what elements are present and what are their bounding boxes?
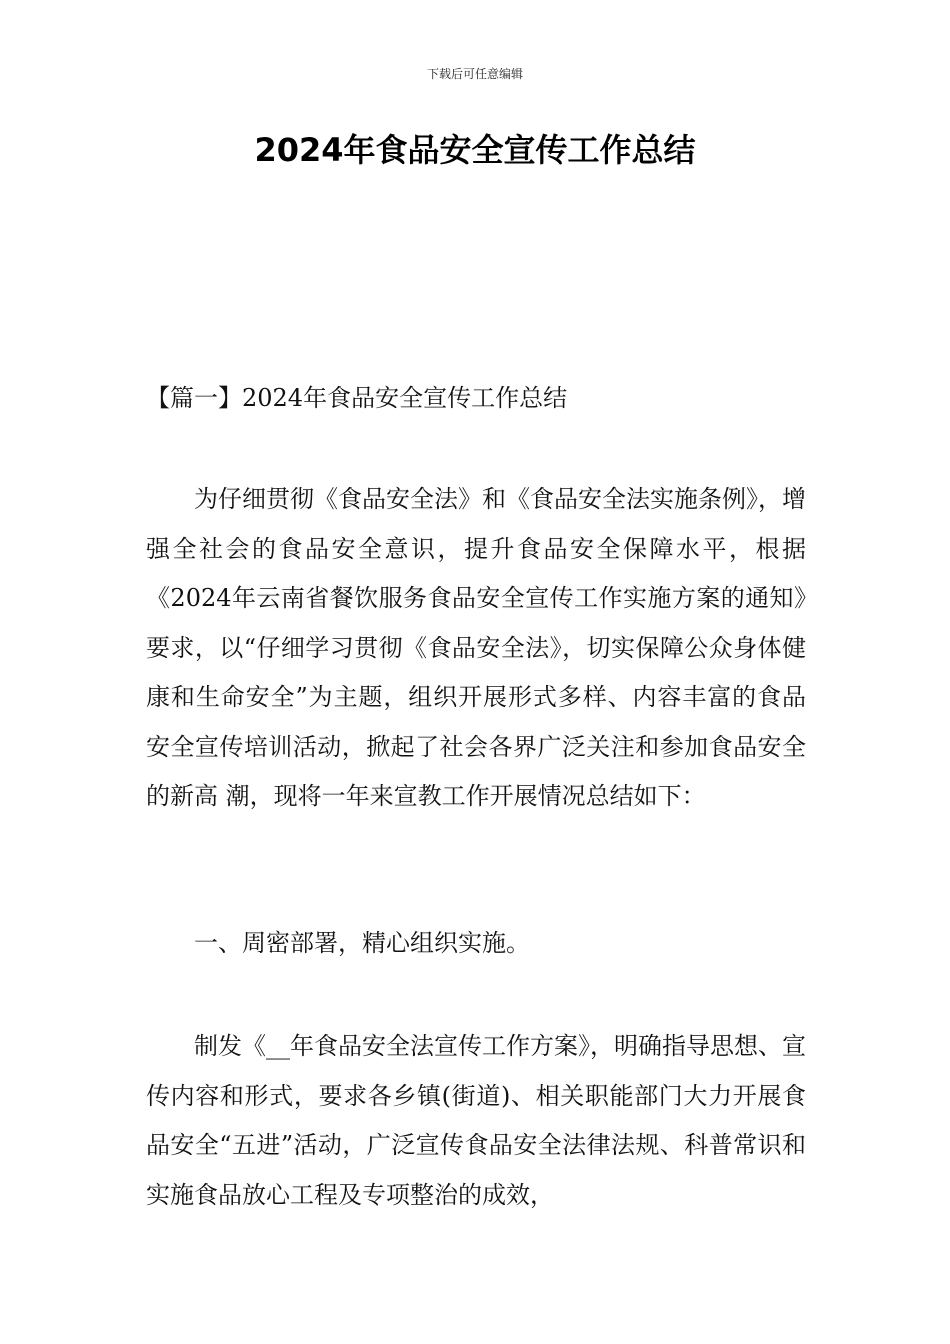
download-note: 下载后可任意编辑 <box>426 67 523 81</box>
body-paragraph-intro: 为仔细贯彻《食品安全法》和《食品安全法实施条例》，增强全社会的食品安全意识，提升食品安全保障水平，根据《2024年云南省餐饮服务食品安全宣传工作实施方案的通知》要求，以“仔细学习贯彻《食品安全法》，切实保障公众身体健康和生命安全”为主题，组织开展形式多样、内容丰富的食品安全宣传培训活动，掀起了社会各界广泛关注和参加食品安全的新高 潮，现将一年来宣教工作开展情况总结如下： <box>146 485 806 810</box>
body-paragraph-plan: 制发《__年食品安全法宣传工作方案》，明确指导思想、宣传内容和形式，要求各乡镇(街道)、相关职能部门大力开展食品安全“五进”活动，广泛宣传食品安全法律法规、科普常识和实施食品放心工程及专项整治的成效， <box>146 1032 806 1209</box>
section-heading: 【篇一】2024年食品安全宣传工作总结 <box>146 384 568 412</box>
document-title: 2024年食品安全宣传工作总结 <box>254 131 696 169</box>
subheading-deployment: 一、周密部署，精心组织实施。 <box>194 929 530 957</box>
